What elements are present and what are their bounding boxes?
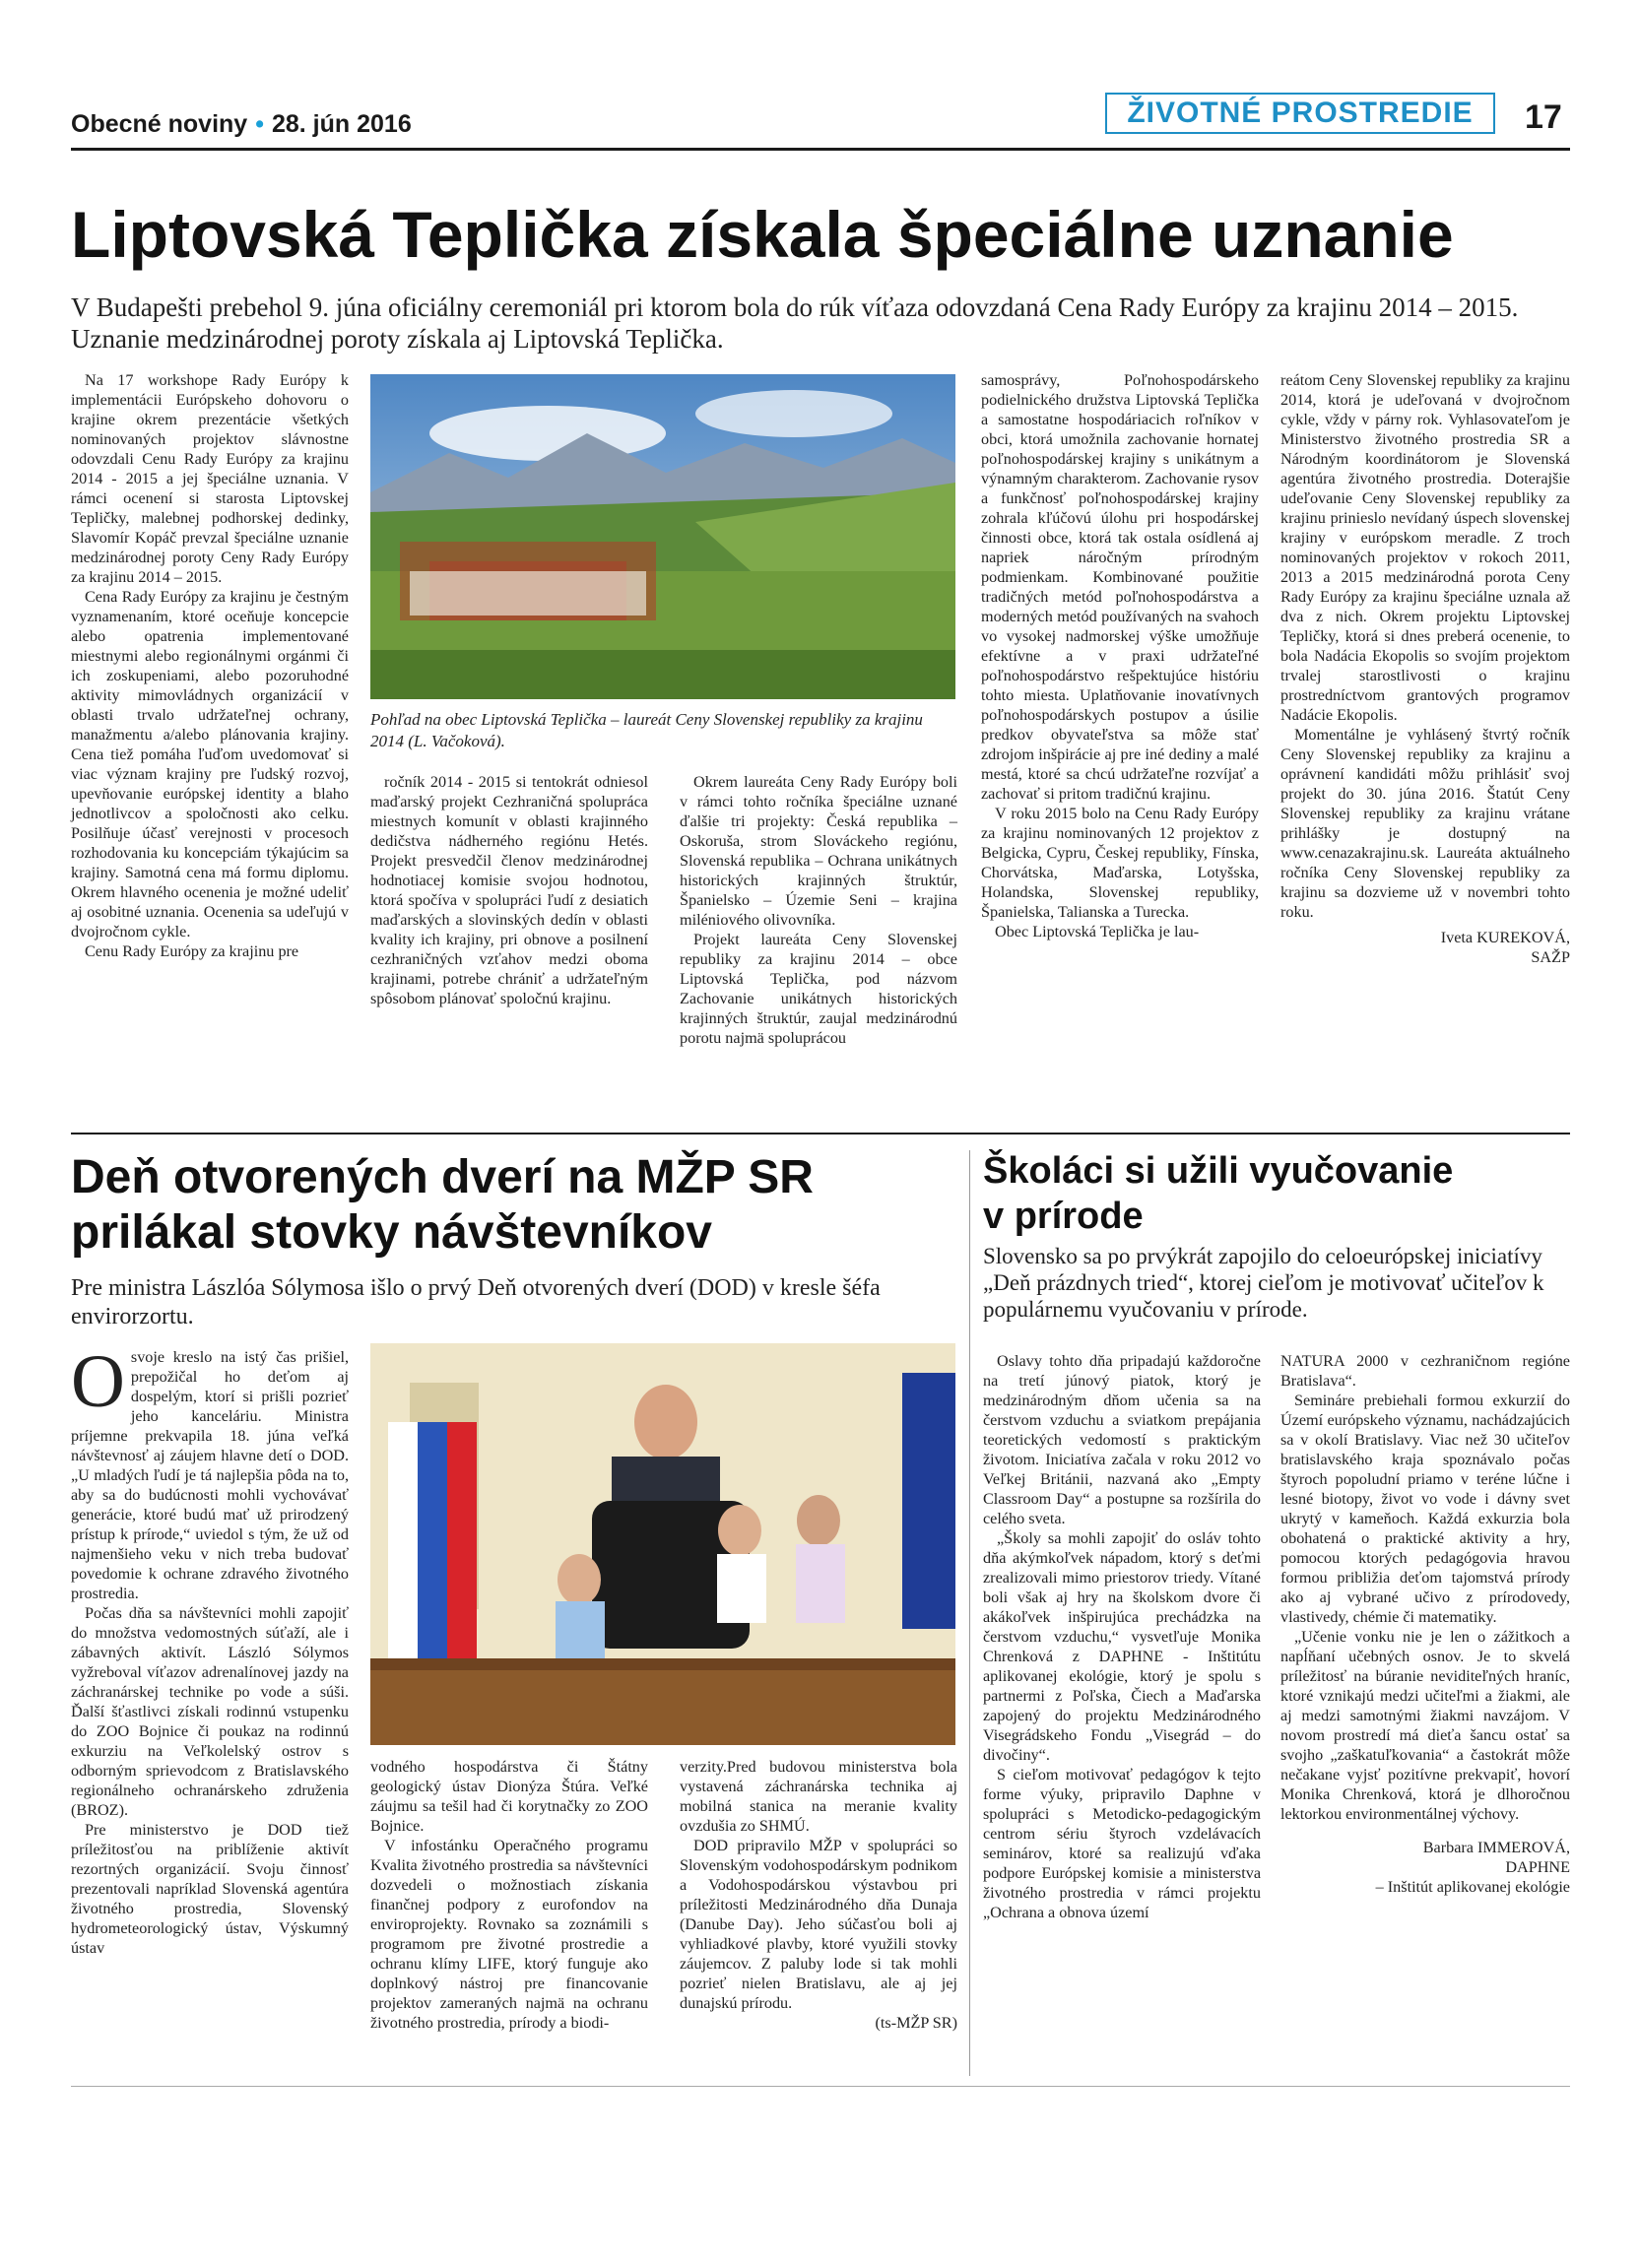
article3-column-1 <box>983 1351 1261 1922</box>
paragraph: Pre ministerstvo je DOD tiež príležitosťou na priblíženie aktivít rezortných organizácií. Svoju činnosť prezentovali napríklad Slovenská agentúra životného prostredia, Slovenský hydrometeorologický ústav, Výskumný ústav <box>71 1821 349 1957</box>
paragraph-text: svoje kreslo na istý čas prišiel, prepožičal ho deťom aj dospelým, ktorí si prišli pozrieť jeho kanceláriu. Ministra príjemne prekvapila 18. júna veľká návštevnosť aj záujem hlavne detí o DOD. „U mladých ľudí je tá najlepšia pôda na to, aby sa do budúcnosti mohli vychovávať generácie, ktoré budú mať už prirodzený prístup k prírode,“ uviedol s tým, že už od najmenšieho veku v nich treba budovať povedomie k ochrane zdravého životného prostredia. <box>71 1348 349 1602</box>
article2-column-1 <box>71 1340 349 1958</box>
article1-title: Liptovská Teplička získala špeciálne uznanie <box>71 198 1454 271</box>
paragraph: Cena Rady Európy za krajinu je čestným vyznamenaním, ktoré oceňuje koncepcie alebo opatrenia implementované miestnymi alebo regionálnymi orgánmi či ich zoskupeniami, alebo pozoruhodné aktivity mimovládnych organizácií v oblasti trvalo udržateľnej ochrany, manažmentu a/alebo plánovania krajiny. Cena tiež pomáha ľuďom uvedomovať si viac význam krajiny pre ľudský rozvoj, upevňovanie európskej identity a blaho jednotlivcov a spoločnosti ako celku. Posilňuje účasť verejnosti v procesoch rozhodovania ku koncepciám týkajúcim sa krajiny. Samotná cena má formu diplomu. Okrem hlavného ocenenia je možné udeliť aj osobitné uznania. Ocenenia sa udeľujú v dvojročnom cykle. <box>71 588 349 940</box>
author-organization-detail: – Inštitút aplikovanej ekológie <box>1375 1878 1570 1896</box>
paragraph: verzity.Pred budovou ministerstva bola vystavená záchranárska technika aj mobilná stanica na meranie kvality ovzdušia zo SHMÚ. <box>680 1758 957 1835</box>
author-organization: SAŽP <box>1531 948 1570 966</box>
article3-column-2 <box>1280 1351 1570 1897</box>
paragraph: NATURA 2000 v cezhraničnom regióne Bratislava“. <box>1280 1352 1570 1390</box>
section-divider <box>71 1133 1570 1134</box>
header-rule <box>71 148 1570 151</box>
article1-lead: V Budapešti prebehol 9. júna oficiálny ceremoniál pri ktorom bola do rúk víťaza odovzdaná Cena Rady Európy za krajinu 2014 – 2015. Uznanie medzinárodnej poroty získala aj Liptovská Teplička. <box>71 292 1519 354</box>
paragraph: reátom Ceny Slovenskej republiky za krajinu 2014, ktorá je udeľovaná v dvojročnom cykle, vždy v párny rok. Vyhlasovateľom je Ministerstvo životného prostredia SR a Národným koordinátorom je Slovenská agentúra životného prostredia. Doterajšie udeľovanie Ceny Slovenskej republiky za krajinu prinieslo nevídaný úspech slovenskej krajiny v európskom meradle. Z troch nominovaných projektov v rokoch 2011, 2013 a 2015 medzinárodná porota Ceny Rady Európy za krajinu špeciálne uznala až dva z nich. Okrem projektu Liptovskej Tepličky, ktorá si dnes preberá ocenenie, to bola Nadácia Ekopolis so svojím projektom trvalej starostlivosti o krajinu prostredníctvom grantových programov Nadácie Ekopolis. <box>1280 371 1570 724</box>
paragraph: Na 17 workshope Rady Európy k implementácii Európskeho dohovoru o krajine okrem prezentácie všetkých nominovaných projektov slávnostne odovzdali Cenu Rady Európy za krajinu 2014 - 2015 a jej špeciálne uznania. V rámci ocenení si starosta Liptovskej Tepličky, malebnej podhorskej dedinky, Slavomír Kopáč prevzal špeciálne uznanie medzinárodnej poroty Ceny Rady Európy za krajinu 2014 – 2015. <box>71 371 349 586</box>
article1-column-4 <box>981 370 1259 941</box>
landscape-image <box>370 374 955 699</box>
paragraph: „Učenie vonku nie je len o zážitkoch a napĺňaní učebných osnov. Je to skvelá príležitosť na búranie neviditeľných hraníc, ktoré vznikajú medzi učiteľmi a žiakmi, ale aj medzi samotnými žiakmi navzájom. V novom prostredí má dieťa šancu ostať sa svojho „zaškatuľkovania“ a častokrát môže nečakane vyjsť pozitívne prekvapiť, hovorí Monika Chrenková, ktorá je dlhoročnou lektorkou environmentálnej výchovy. <box>1280 1628 1570 1823</box>
paragraph: Projekt laureáta Ceny Slovenskej republiky za krajinu 2014 – obce Liptovská Teplička, pod názvom Zachovanie unikátnych historických krajinných štruktúr, zaujal medzinárodnú porotu najmä spoluprácou <box>680 931 957 1047</box>
separator-dot: • <box>255 110 264 138</box>
paragraph: V infostánku Operačného programu Kvalita životného prostredia sa návštevníci dozvedeli o možnostiach získania finančnej podpory z eurofondov na enviroprojekty. Rovnako sa zoznámili s programom pre životné prostredie a ochranu klímy LIFE, ktorý funguje ako doplnkový nástroj pre financovanie projektov zameraných najmä na ochranu životného prostredia, prírody a biodi- <box>370 1837 648 2032</box>
minister-photo <box>370 1343 955 1745</box>
title-line: Deň otvorených dverí na MŽP SR <box>71 1151 814 1203</box>
article3-title <box>983 1148 1570 1239</box>
masthead <box>71 110 412 139</box>
article2-lead: Pre ministra Lászlóa Sólymosa išlo o prvý Deň otvorených dverí (DOD) v kresle šéfa envirorzortu. <box>71 1275 881 1329</box>
issue-date: 28. jún 2016 <box>271 110 412 138</box>
paragraph: S cieľom motivovať pedagógov k tejto forme výuky, pripravilo Daphne v spolupráci s Metodicko-pedagogickým centrom sériu štyroch vzdelávacích seminárov, ktoré sa realizujú vďaka podpore Európskej komisie a ministerstva životného prostredia v rámci projektu „Ochrana a obnova území <box>983 1766 1261 1921</box>
article2-title <box>71 1150 957 1261</box>
article1-column-3 <box>680 772 957 1048</box>
paragraph: V roku 2015 bolo na Cenu Rady Európy za krajinu nominovaných 12 projektov z Belgicka, Cypru, Českej republiky, Fínska, Chorvátska, Maďarska, Lotyšska, Holandska, Slovenskej republiky, Španielska, Talianska a Turecka. <box>981 805 1259 921</box>
author-name: Barbara IMMEROVÁ, <box>1422 1839 1570 1856</box>
footer-rule <box>71 2086 1570 2087</box>
author-organization: DAPHNE <box>1505 1858 1570 1876</box>
article2-column-2 <box>370 1757 648 2033</box>
column-divider <box>969 1150 970 2076</box>
author-name: Iveta KUREKOVÁ, <box>1440 929 1570 946</box>
office-photo-image <box>370 1343 955 1745</box>
article1-column-5 <box>1280 370 1570 967</box>
article2-column-3 <box>680 1757 957 2033</box>
title-line: Školáci si užili vyučovanie <box>983 1150 1454 1192</box>
title-line: v prírode <box>983 1196 1144 1237</box>
section-label: ŽIVOTNÉ PROSTREDIE <box>1105 93 1495 134</box>
paragraph: Momentálne je vyhlásený štvrtý ročník Ceny Slovenskej republiky za krajinu a oprávnení kandidáti môžu prihlásiť svoj projekt do 30. júna 2016. Štatút Ceny Slovenskej republiky za krajinu vrátane prihlášky je dostupný na www.cenazakrajinu.sk. Laureáta aktuálneho ročníka Ceny Slovenskej republiky za krajinu sa dozvieme už v novembri tohto roku. <box>1280 726 1570 921</box>
paragraph: Počas dňa sa návštevníci mohli zapojiť do množstva vedomostných súťaží, ale i zábavných aktivít. László Sólymos vyžreboval víťazov adrenalínovej jazdy na záchranárskej technike po vode a súši. Ďalší šťastlivci získali rodinnú vstupenku do ZOO Bojnice či poukaz na rodinnú exkurziu na Veľkolelský ostrov s odborným sprievodcom z Bratislavského regionálneho ochranárskeho združenia (BROZ). <box>71 1604 349 1819</box>
drop-cap: O <box>71 1340 125 1423</box>
paragraph: DOD pripravilo MŽP v spolupráci so Slovenským vodohospodárskym podnikom a Vodohospodárskou výstavbou pri príležitosti Medzinárodného dňa Dunaja (Danube Day). Jeho súčasťou boli aj vyhliadkové plavby, ktoré využili stovky záujemcov. Z paluby lode si tak mohli pozrieť nielen Bratislavu, ale aj jej dunajskú prírodu. <box>680 1837 957 2012</box>
paragraph: ročník 2014 - 2015 si tentokrát odniesol maďarský projekt Cezhraničná spolupráca miestnych komunít v oblasti krajinného dedičstva nádherného regiónu Hetés. Projekt presvedčil členov medzinárodnej hodnotiacej komisie svojou hodnotou, ktorá spočíva v spolupráci ľudí z desiatich maďarských a slovinských dedín v oblasti kvality ich krajiny, pri obnove a posilnení cezhraničných vzťahov medzi oboma krajinami, potrebe chrániť a udržateľným spôsobom plánovať spoločnú krajinu. <box>370 773 648 1007</box>
article1-column-1 <box>71 370 349 961</box>
paragraph: samosprávy, Poľnohospodárskeho podielnického družstva Liptovská Teplička a samostatne hospodáriacich roľníkov v obci, ktorá umožnila zachovanie hornatej poľnohospodárskej krajiny s unikátnym a výnamným charakterom. Zachovanie rysov a funkčnosť poľnohospodárskej krajiny zohrala kľúčovú úlohu pri hospodárskej činnosti obce, ktorá tak ostala osídlená aj napriek náročným prírodným podmienkam. Kombinované použitie tradičných metód poľnohospodárstva a moderných metód používaných na svahoch vo vysokej nadmorskej výške umožňuje efektívne a v praxi udržateľné poľnohospodárstvo rešpektujúce históriu tohto miesta. Uplatňovanie inovatívnych poľnohospodárskych postupov a úsilie predkov obyvateľstva sa môže stať zdrojom inšpirácie aj pre iné dediny a malé mestá, ktoré sa chcú udržateľne rozvíjať a zachovať si pritom tradičnú krajinu. <box>981 371 1259 803</box>
page-number: 17 <box>1525 98 1562 136</box>
article-signature: (ts-MŽP SR) <box>875 2014 957 2032</box>
village-photo <box>370 374 955 699</box>
paragraph: Oslavy tohto dňa pripadajú každoročne na tretí júnový piatok, ktorý je medzinárodným dňom učenia sa na čerstvom vzduchu a sviatkom prepájania teoretických vedomostí s praktickým životom. Iniciatíva začala v roku 2012 vo Veľkej Británii, nazvaná ako „Empty Classroom Day“ a postupne sa rozšírila do celého sveta. <box>983 1352 1261 1527</box>
photo-caption: Pohľad na obec Liptovská Teplička – laureát Ceny Slovenskej republiky za krajinu 2014 (L. Vačoková). <box>370 710 923 750</box>
article3-lead: Slovensko sa po prvýkrát zapojilo do celoeurópskej iniciatívy „Deň prázdnych tried“, ktorej cieľom je motivovať učiteľov k populárnemu vyučovaniu v prírode. <box>983 1244 1544 1322</box>
paragraph: Obec Liptovská Teplička je lau- <box>995 923 1200 940</box>
paragraph: Semináre prebiehali formou exkurzií do Území európskeho významu, nachádzajúcich sa v okolí Bratislavy. Viac než 30 učiteľov bratislavského kraja spoznávalo počas štyroch popoludní priamo v teréne lúčne i lesné biotopy, život vo vode i dávny svet ukrytý v kameňoch. Každá exkurzia bola obohatená o praktické aktivity a hry, pomocou ktorých pedagógovia hravou formou približia deťom tajomstvá prírody ako aj vybrané učivo z prírodovedy, vlastivedy, chémie či matematiky. <box>1280 1392 1570 1626</box>
paragraph: „Školy sa mohli zapojiť do osláv tohto dňa akýmkoľvek nápadom, ktorý s deťmi zrealizovali mimo priestorov triedy. Vítané boli však aj hry na školskom dvore či akákoľvek inšpirujúca prechádzka na čerstvom vzduchu,“ vysvetľuje Monika Chrenková z DAPHNE - Inštitútu aplikovanej ekológie, ktorý je spolu s partnermi z Poľska, Čiech a Maďarska zapojený do projektu Medzinárodného Visegrádskeho Fondu „Visegrád – do divočiny“. <box>983 1529 1261 1764</box>
title-line: prilákal stovky návštevníkov <box>71 1206 712 1259</box>
paragraph <box>71 1340 349 1603</box>
paragraph: vodného hospodárstva či Štátny geologický ústav Dionýza Štúra. Veľké záujmu sa tešil had či korytnačky zo ZOO Bojnice. <box>370 1758 648 1835</box>
article1-column-2 <box>370 772 648 1008</box>
paragraph: Cenu Rady Európy za krajinu pre <box>85 942 299 960</box>
paragraph: Okrem laureáta Ceny Rady Európy boli v rámci tohto ročníka špeciálne uznané ďalšie tri projekty: Česká republika – Oskoruša, strom Slováckeho regiónu, Slovenská republika – Ochrana unikátnych historických krajinných štruktúr, Španielsko – Územie Seni – krajina miléniového olivovníka. <box>680 773 957 929</box>
publication-name: Obecné noviny <box>71 110 248 138</box>
